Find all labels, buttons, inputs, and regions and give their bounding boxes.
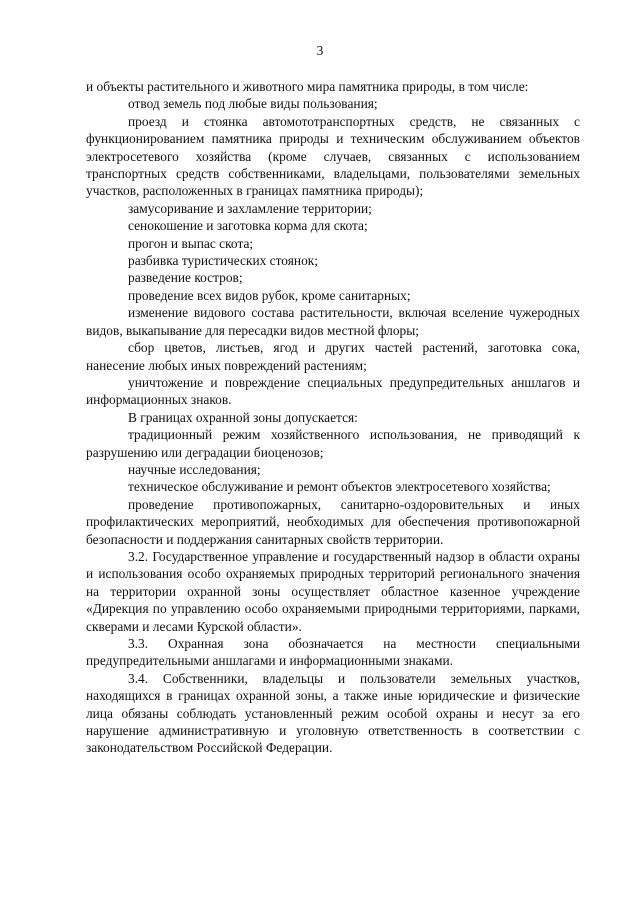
page-number: 3: [316, 43, 324, 58]
list-item-vehicle-traffic: проезд и стоянка автомототранспортных средств, не связанных с функционированием памятника природы и техническим обслуживанием объектов электросетевого хозяйства (кроме случаев, связанных с использованием транспортных средств собственниками, владельцами, пользователями земельных участков, расположенных в границах памятника природы);: [86, 113, 580, 199]
list-item-vegetation-change: изменение видового состава растительности, включая вселение чужеродных видов, выкапывание для пересадки видов местной флоры;: [86, 305, 580, 338]
paragraph-intro: и объекты растительного и животного мира памятника природы, в том числе:: [86, 79, 529, 94]
list-item-land-allocation: отвод земель под любые виды пользования;: [128, 96, 378, 112]
document-body: [86, 78, 580, 757]
list-item-sign-damage: уничтожение и повреждение специальных предупредительных аншлагов и информационных знаков.: [86, 374, 580, 408]
list-item-grazing: прогон и выпас скота;: [128, 235, 254, 251]
list-item-logging: проведение всех видов рубок, кроме санитарных;: [128, 287, 411, 303]
list-item-campfires: разведение костров;: [128, 270, 243, 286]
list-item-traditional-use: традиционный режим хозяйственного использования, не приводящий к разрушению или деградации биоценозов;: [86, 427, 580, 460]
list-item-camping: разбивка туристических стоянок;: [128, 253, 318, 269]
section-3-3: 3.3. Охранная зона обозначается на местности специальными предупредительными аншлагами и информационными знаками.: [86, 636, 580, 669]
list-item-maintenance: техническое обслуживание и ремонт объектов электросетевого хозяйства;: [128, 479, 551, 495]
list-item-plant-collection: сбор цветов, листьев, ягод и других частей растений, заготовка сока, нанесение любых иных повреждений растениям;: [86, 340, 580, 373]
section-3-2: 3.2. Государственное управление и государственный надзор в области охраны и использования особо охраняемых природных территорий регионального значения на территории охранной зоны осуществляет областное казенное учреждение «Дирекция по управлению особо охраняемыми природными территориями, парками, скверами и лесами Курской области».: [86, 548, 580, 634]
paragraph-permitted-heading: В границах охранной зоны допускается:: [128, 409, 358, 425]
list-item-fire-prevention: проведение противопожарных, санитарно-оздоровительных и иных профилактических мероприятий, необходимых для обеспечения противопожарной безопасности и поддержания санитарных свойств территории.: [86, 496, 580, 547]
list-item-littering: замусоривание и захламление территории;: [128, 200, 372, 216]
list-item-haymaking: сенокошение и заготовка корма для скота;: [128, 218, 368, 234]
section-3-4: 3.4. Собственники, владельцы и пользователи земельных участков, находящихся в границах охранной зоны, а также иные юридические и физические лица обязаны соблюдать установленный режим особой охраны и несут за его нарушение административную и уголовную ответственность в соответствии с законодательством Российской Федерации.: [86, 670, 580, 756]
list-item-research: научные исследования;: [128, 461, 261, 477]
